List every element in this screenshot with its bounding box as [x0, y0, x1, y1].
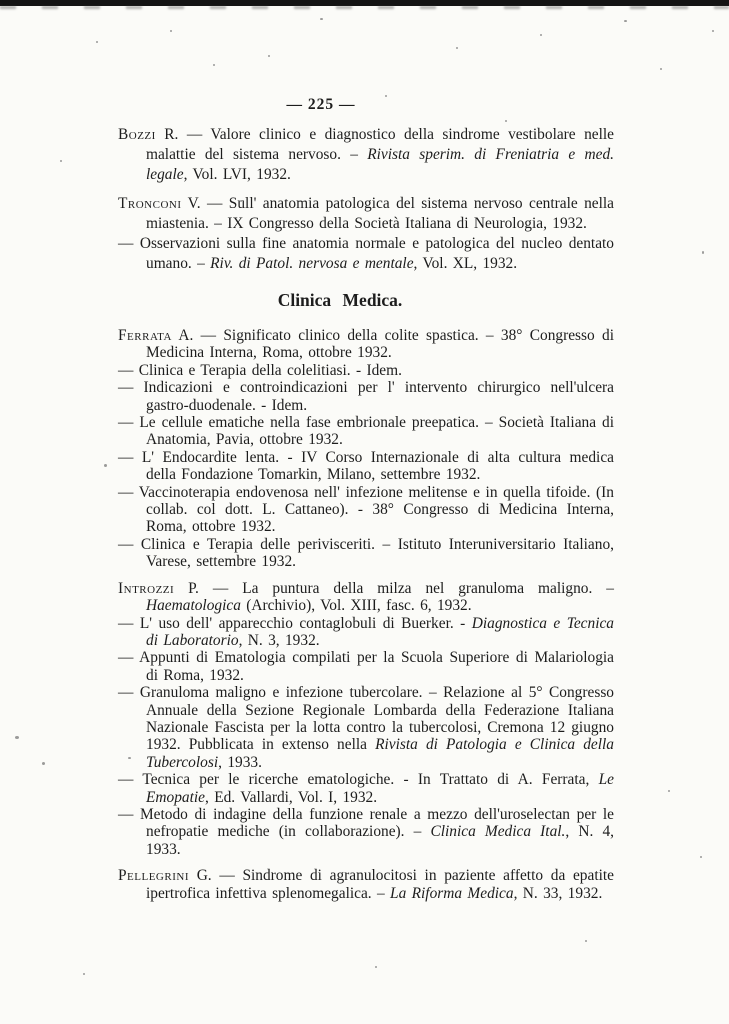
bib-entry-smallcaps-text: Pellegrini	[118, 867, 189, 885]
bib-entry	[118, 379, 614, 414]
bib-entry-text: G. — Sindrome di agranulocitosi in paziente affetto da epatite ipertrofica infettiva splenomegalica. –	[146, 867, 614, 902]
entry-group	[118, 867, 614, 902]
bib-entry-text: — Indicazioni e controindicazioni per l' intervento chirurgico nell'ulcera gastro-duodenale. - Idem.	[118, 379, 614, 414]
bib-entry-text: — Clinica e Terapia della colelitiasi. - Idem.	[118, 361, 402, 379]
bib-entry-text: (Archivio), Vol. XIII, fasc. 6, 1932.	[240, 597, 472, 615]
bib-entry-italic-text: Riv. di Patol. nervosa e mentale	[210, 255, 414, 272]
bib-entry-text: — Le cellule ematiche nella fase embrionale preepatica. – Società Italiana di Anatomia, Pavia, ottobre 1932.	[118, 414, 614, 449]
entry-group	[118, 580, 614, 859]
speckle-dot	[505, 120, 507, 122]
bib-entry	[118, 771, 614, 806]
bib-entry-text: , N. 4, 1933.	[146, 823, 614, 858]
bib-entry-italic-text: La Riforma Medica	[390, 884, 514, 902]
bibliography	[118, 125, 614, 911]
entry-group	[118, 194, 614, 274]
speckle-dot	[213, 64, 215, 66]
bib-entry	[118, 194, 614, 234]
bib-entry-smallcaps-text: Bozzi	[118, 126, 156, 143]
bib-entry-smallcaps-text: Introzzi	[118, 579, 175, 597]
bib-entry-text: , N. 3, 1932.	[238, 631, 320, 649]
speckle-dot	[83, 973, 85, 975]
bib-entry-text: , Vol. XL, 1932.	[413, 255, 518, 272]
bib-entry	[118, 327, 614, 362]
speckle-dot	[585, 940, 587, 942]
bib-entry	[118, 649, 614, 684]
bib-entry-text: — L' Endocardite lenta. - IV Corso Internazionale di alta cultura medica della Fondazione Tomarkin, Milano, settembre 1932.	[118, 448, 614, 484]
bib-entry-text: P. — La puntura della milza nel granuloma maligno. –	[174, 579, 614, 597]
bib-entry-text: R. — Valore clinico e diagnostico della sindrome vestibolare nelle malattie del sistema nervoso. –	[146, 126, 614, 163]
bibliography-section	[118, 125, 614, 274]
speckle-dot	[624, 20, 627, 22]
bib-entry	[118, 615, 614, 650]
speckle-dot	[60, 160, 62, 162]
scan-edge-artifact	[0, 0, 729, 6]
speckle-dot	[96, 41, 98, 43]
bib-entry	[118, 125, 614, 185]
speckle-dot	[456, 47, 458, 49]
bib-entry-text: V. — Sull' anatomia patologica del sistema nervoso centrale nella miastenia. – IX Congresso della Società Italiana di Neurologia, 1932.	[146, 195, 614, 232]
bib-entry-italic-text: Rivista sperim. di Freniatria e med. legale	[146, 146, 614, 183]
bib-entry	[118, 536, 614, 571]
bib-entry	[118, 684, 614, 771]
bib-entry-italic-text: Haematologica	[146, 597, 241, 615]
speckle-dot	[375, 966, 377, 968]
speckle-dot	[104, 464, 107, 467]
bib-entry	[118, 806, 614, 858]
bib-entry-italic-text: Clinica Medica Ital.	[430, 823, 566, 841]
bib-entry-italic-text: Le Emopatie	[146, 771, 614, 806]
bib-entry-text: , N. 33, 1932.	[513, 884, 603, 902]
section-heading: Clinica Medica.	[277, 290, 403, 310]
speckle-dot	[660, 68, 662, 70]
bib-entry	[118, 867, 614, 902]
speckle-dot	[712, 30, 714, 32]
bib-entry-text: — L' uso dell' apparecchio contaglobuli di Buerker. -	[118, 614, 472, 632]
bib-entry-text: — Clinica e Terapia delle perivisceriti. – Istituto Interuniversitario Italiano, Varese, settembre 1932.	[118, 535, 614, 571]
speckle-dot	[268, 55, 270, 57]
bib-entry-text: — Metodo di indagine della funzione renale a mezzo dell'uroselectan per le nefropatie mediche (in collaborazione). –	[118, 805, 614, 841]
entry-group	[118, 125, 614, 185]
speckle-dot	[700, 856, 702, 858]
page-number: — 225 —	[286, 96, 356, 113]
speckle-dot	[320, 18, 323, 20]
bib-entry-smallcaps-text: Tronconi	[118, 195, 182, 212]
bib-entry	[118, 449, 614, 484]
bib-entry-text: , Ed. Vallardi, Vol. I, 1932.	[205, 788, 378, 806]
bib-entry-text: — Appunti di Ematologia compilati per la Scuola Superiore di Malariologia di Roma, 1932.	[118, 649, 614, 684]
speckle-dot	[702, 251, 704, 254]
bib-entry-text: , 1933.	[218, 753, 262, 771]
speckle-dot	[540, 34, 542, 36]
bib-entry-text: — Osservazioni sulla fine anatomia normale e patologica del nucleo dentato umano. –	[118, 235, 614, 272]
bib-entry	[118, 580, 614, 615]
speckle-dot	[42, 762, 45, 765]
bib-entry-text: — Tecnica per le ricerche ematologiche. - In Trattato di A. Ferrata,	[118, 771, 599, 789]
bib-entry	[118, 362, 614, 379]
bib-entry-italic-text: Rivista di Patologia e Clinica della Tubercolosi	[146, 736, 614, 771]
bib-entry-smallcaps-text: Ferrata	[118, 327, 172, 344]
bib-entry	[118, 234, 614, 274]
speckle-dot	[668, 790, 670, 792]
bib-entry-text: — Granuloma maligno e infezione tubercolare. – Relazione al 5° Congresso Annuale della Sezione Regionale Lombarda della Federazione Italiana Nazionale Fascista per la lotta contro la tubercolosi, Cremona 12 giugno 1932. Pubblicata in extenso nella	[118, 684, 614, 754]
speckle-dot	[170, 30, 172, 32]
entry-group	[118, 327, 614, 571]
bib-entry	[118, 484, 614, 536]
bib-entry-italic-text: Diagnostica e Tecnica di Laboratorio	[146, 614, 614, 649]
bib-entry	[118, 414, 614, 449]
speckle-dot	[15, 736, 19, 739]
bib-entry-text: A. — Significato clinico della colite spastica. – 38° Congresso di Medicina Interna, Roma, ottobre 1932.	[146, 327, 614, 362]
bib-entry-text: — Vaccinoterapia endovenosa nell' infezione melitense e in quella tifoide. (In collab. col dott. L. Cattaneo). - 38° Congresso di Medicina Interna, Roma, ottobre 1932.	[118, 483, 614, 536]
bib-entry-text: , Vol. LVI, 1932.	[183, 166, 291, 183]
bibliography-section	[118, 289, 614, 902]
